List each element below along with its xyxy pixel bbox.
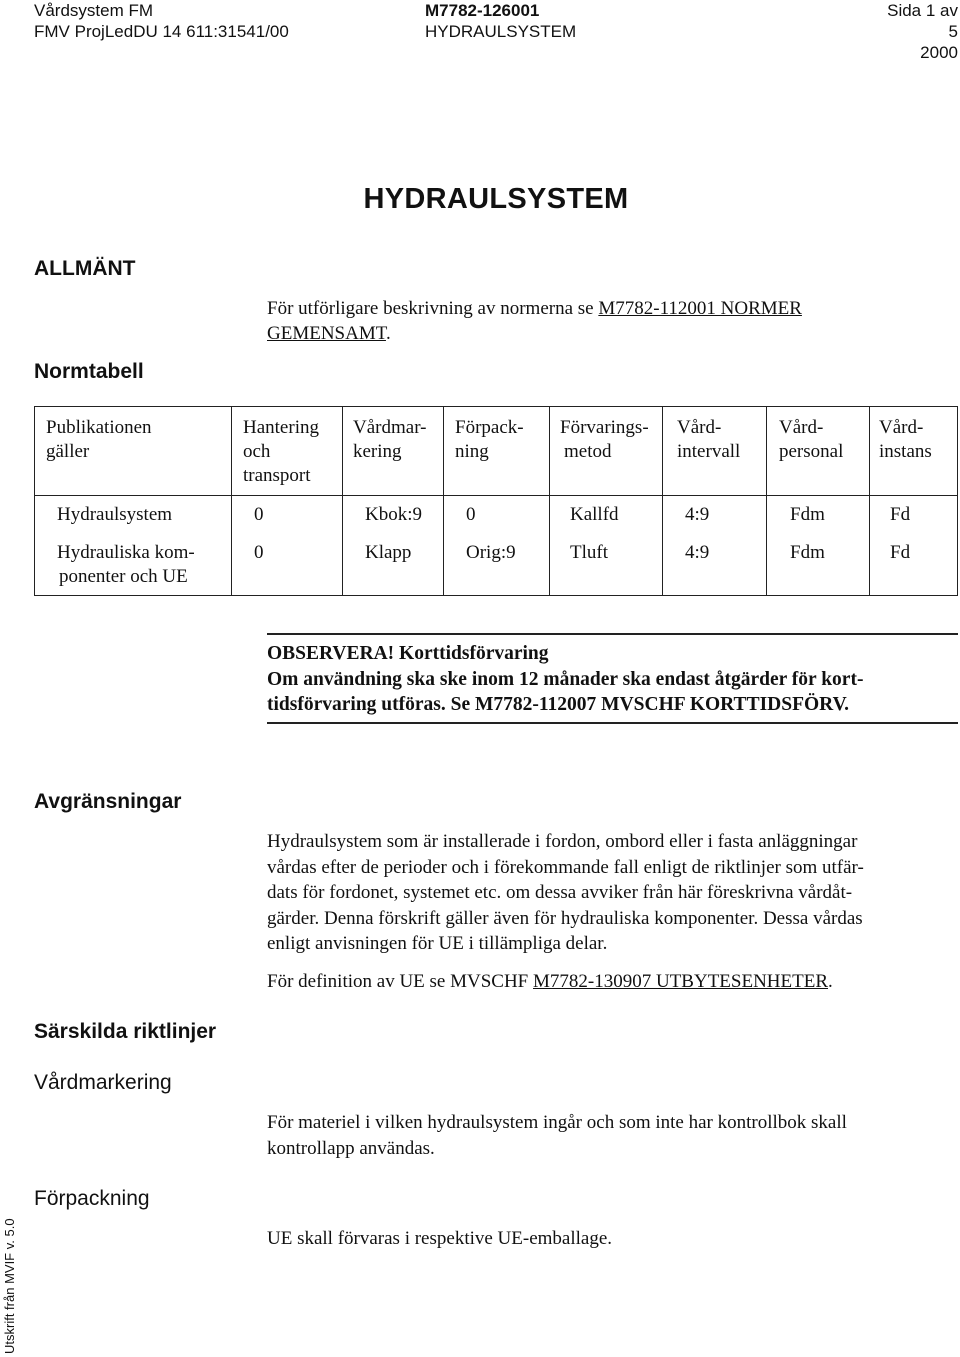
table-cell: Fd — [890, 542, 911, 563]
table-header-line: personal — [779, 441, 844, 462]
table-header-line: och — [243, 441, 271, 462]
vardmarkering-line: kontrollapp användas. — [267, 1137, 435, 1159]
table-cell: 0 — [254, 504, 264, 525]
avgransningar-line: dats för fordonet, systemet etc. om dessa avviker från här föreskrivna vårdåt- — [267, 882, 853, 903]
header-left — [34, 0, 289, 42]
table-cell: Orig:9 — [466, 542, 516, 563]
table-divider — [231, 407, 232, 595]
page-title: HYDRAULSYSTEM — [363, 183, 629, 215]
section-heading-avgransningar: Avgränsningar — [34, 790, 182, 813]
table-header-line: Hantering — [243, 417, 319, 438]
header-page: Sida 1 av 5 — [887, 1, 958, 41]
definition-text-before: För definition av UE se MVSCHF — [267, 971, 533, 992]
section-heading-sarskilda: Särskilda riktlinjer — [34, 1020, 217, 1043]
forpackning-line: UE skall förvaras i respektive UE-emballage. — [267, 1228, 613, 1249]
table-divider — [662, 407, 663, 595]
table-header-vardinstans — [879, 416, 932, 464]
table-header-line: Vårdmar- — [353, 417, 427, 438]
observera-line1: OBSERVERA! Korttidsförvaring — [267, 643, 549, 664]
table-header-vardpersonal — [779, 416, 843, 464]
section-heading-normtabell: Normtabell — [34, 360, 144, 383]
table-header-line: Publikationen — [46, 417, 152, 438]
table-header-line: kering — [353, 441, 402, 462]
table-cell: Fdm — [790, 504, 825, 525]
norm-table — [34, 406, 958, 596]
observera-line3: tidsförvaring utföras. Se M7782-112007 MVSCHF KORTTIDSFÖRV. — [267, 694, 850, 715]
subheading-forpackning: Förpackning — [34, 1187, 150, 1210]
table-cell: 0 — [254, 542, 264, 563]
table-header-hantering — [243, 416, 319, 488]
table-cell: 4:9 — [685, 542, 710, 563]
header-right — [876, 0, 958, 63]
header-year: 2000 — [920, 43, 958, 62]
allmant-text — [267, 296, 927, 346]
table-header-line: instans — [879, 441, 932, 462]
avgransningar-text — [267, 829, 927, 957]
avgransningar-line: gärder. Denna förskrift gäller även för hydrauliska komponenter. Dessa vårdas — [267, 907, 863, 929]
allmant-link-line2[interactable]: GEMENSAMT — [267, 323, 386, 344]
table-header-line: Vård- — [879, 417, 924, 438]
table-divider — [549, 407, 550, 595]
avgransningar-line: vårdas efter de perioder och i förekommande fall enligt de riktlinjer som utfär- — [267, 856, 864, 878]
table-header-forpackning — [455, 416, 524, 464]
table-cell — [57, 541, 195, 589]
header-center — [425, 0, 576, 42]
observera-line2: Om användning ska ske inom 12 månader ska endast åtgärder för kort- — [267, 668, 864, 690]
table-header-line: Förpack- — [455, 417, 524, 438]
table-cell: 0 — [466, 504, 476, 525]
table-divider — [869, 407, 870, 595]
table-header-line: Förvarings- — [560, 417, 649, 438]
header-doc-number: M7782-126001 — [425, 1, 540, 20]
definition-link[interactable]: M7782-130907 UTBYTESENHETER — [533, 971, 829, 992]
definition-text-after: . — [828, 971, 833, 992]
table-cell: Tluft — [570, 542, 608, 563]
table-header-vardintervall — [677, 416, 740, 464]
allmant-text-before: För utförligare beskrivning av normerna se — [267, 298, 599, 319]
observera-notice — [267, 633, 958, 724]
avgransningar-definition — [267, 969, 927, 995]
vardmarkering-text — [267, 1110, 927, 1161]
vardmarkering-line: För materiel i vilken hydraulsystem ingår och som inte har kontrollbok skall — [267, 1112, 847, 1133]
table-header-line: Vård- — [677, 417, 722, 438]
table-header-line: transport — [243, 465, 311, 486]
allmant-link-line1[interactable]: M7782-112001 NORMER — [598, 298, 802, 319]
table-cell: Klapp — [365, 542, 412, 563]
table-header-vardmarkering — [353, 416, 426, 464]
table-divider — [443, 407, 444, 595]
header-system: Vårdsystem FM — [34, 1, 154, 20]
table-divider — [342, 407, 343, 595]
table-cell: Kallfd — [570, 504, 619, 525]
table-cell: Hydraulsystem — [57, 504, 173, 525]
section-heading-allmant: ALLMÄNT — [34, 257, 136, 280]
table-cell-line: Hydrauliska kom- — [57, 542, 195, 563]
avgransningar-line: Hydraulsystem som är installerade i fordon, ombord eller i fasta anläggningar — [267, 831, 858, 852]
avgransningar-line: enligt anvisningen för UE i tillämpliga delar. — [267, 933, 608, 954]
table-header-line: ning — [455, 441, 489, 462]
table-header-line: Vård- — [779, 417, 824, 438]
table-cell: 4:9 — [685, 504, 710, 525]
table-header-publikationen — [46, 416, 152, 464]
table-divider — [766, 407, 767, 595]
forpackning-text — [267, 1226, 927, 1252]
table-cell-line: ponenter och UE — [59, 566, 188, 587]
header-project: FMV ProjLedDU 14 611:31541/00 — [34, 22, 289, 41]
header-doc-title: HYDRAULSYSTEM — [425, 22, 577, 41]
table-header-line: metod — [564, 441, 612, 462]
table-header-line: gäller — [46, 441, 90, 462]
table-cell: Fd — [890, 504, 911, 525]
table-header-divider — [35, 495, 957, 496]
table-header-forvaringsmetod — [560, 416, 649, 464]
table-header-line: intervall — [677, 441, 741, 462]
print-source-note: Utskrift från MVIF v. 5.0 — [2, 1218, 17, 1354]
allmant-text-after: . — [385, 323, 391, 344]
table-cell: Fdm — [790, 542, 825, 563]
subheading-vardmarkering: Vårdmarkering — [34, 1071, 172, 1094]
table-cell: Kbok:9 — [365, 504, 422, 525]
